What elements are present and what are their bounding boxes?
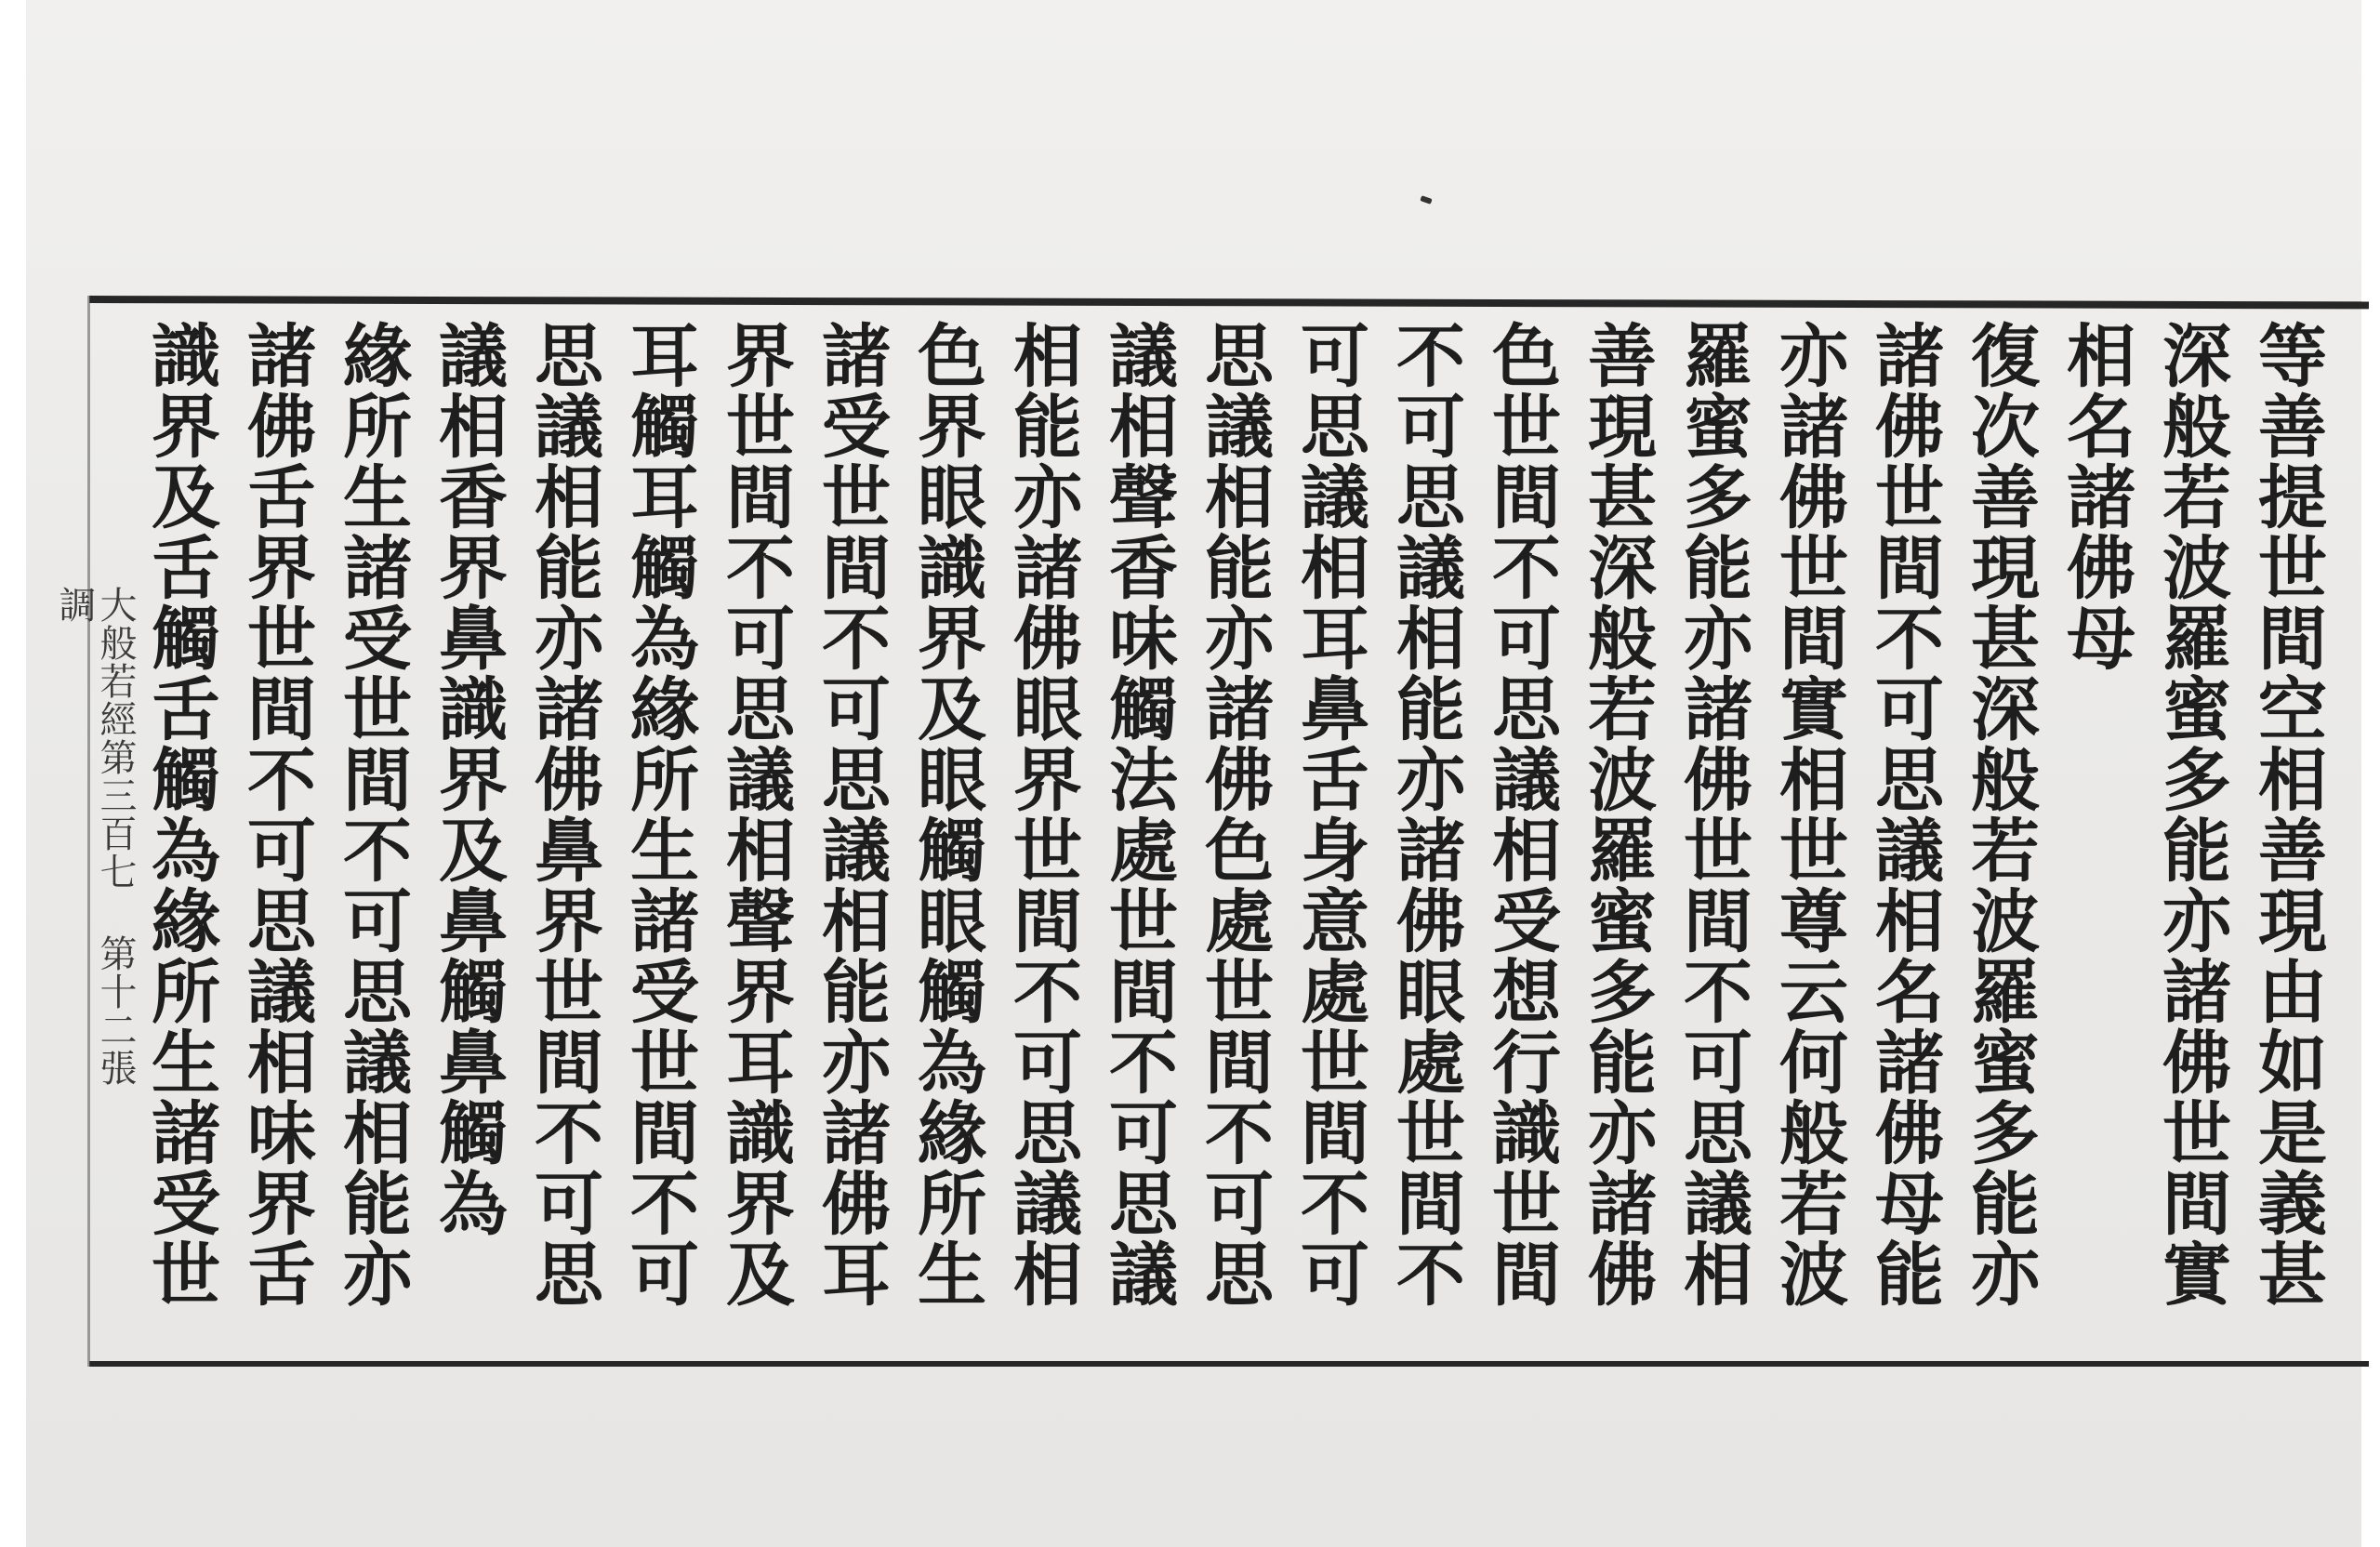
left-border-rule <box>87 296 90 1367</box>
text-column-17: 界世間不可思議相聲界耳識界及 <box>715 320 795 1309</box>
page-left-margin <box>0 0 26 1547</box>
top-border-rule <box>89 296 2369 309</box>
ink-speck <box>1420 195 1432 205</box>
text-column-16: 諸受世間不可思議相能亦諸佛耳 <box>811 320 891 1309</box>
text-column-4: 復次善現甚深般若波羅蜜多能亦 <box>1960 320 2040 1309</box>
text-column-9: 色世間不可思議相受想行識世間 <box>1481 320 1561 1309</box>
text-column-8: 善現甚深般若波羅蜜多能亦諸佛 <box>1577 320 1657 1309</box>
margin-note-title-page: 大般若經第三百七 第十二張 調 <box>53 586 137 1087</box>
text-column-6: 亦諸佛世間實相世尊云何般若波 <box>1768 320 1848 1309</box>
text-column-7: 羅蜜多能亦諸佛世間不可思議相 <box>1673 320 1752 1309</box>
text-column-2: 深般若波羅蜜多能亦諸佛世間實 <box>2151 320 2231 1309</box>
text-column-23: 識界及舌觸舌觸為緣所生諸受世 <box>140 320 220 1309</box>
text-block-frame <box>53 296 2369 1367</box>
text-column-20: 議相香界鼻識界及鼻觸鼻觸為 <box>428 320 508 1238</box>
text-column-5: 諸佛世間不可思議相名諸佛母能 <box>1864 320 1944 1309</box>
text-column-1: 等善提世間空相善現由如是義甚 <box>2247 320 2327 1309</box>
text-column-3: 相名諸佛母 <box>2056 320 2135 673</box>
text-column-10: 不可思議相能亦諸佛眼處世間不 <box>1385 320 1465 1309</box>
text-column-18: 耳觸耳觸為緣所生諸受世間不可 <box>619 320 699 1309</box>
bottom-border-rule <box>89 1361 2369 1367</box>
text-column-15: 色界眼識界及眼觸眼觸為緣所生 <box>906 320 986 1309</box>
text-column-21: 緣所生諸受世間不可思議相能亦 <box>332 320 412 1309</box>
text-column-14: 相能亦諸佛眼界世間不可思議相 <box>1002 320 1082 1309</box>
text-column-19: 思議相能亦諸佛鼻界世間不可思 <box>523 320 603 1309</box>
text-column-12: 思議相能亦諸佛色處世間不可思 <box>1194 320 1274 1309</box>
text-column-22: 諸佛舌界世間不可思議相味界舌 <box>236 320 316 1309</box>
text-column-11: 可思議相耳鼻舌身意處世間不可 <box>1289 320 1369 1309</box>
text-column-13: 議相聲香味觸法處世間不可思議 <box>1098 320 1178 1309</box>
